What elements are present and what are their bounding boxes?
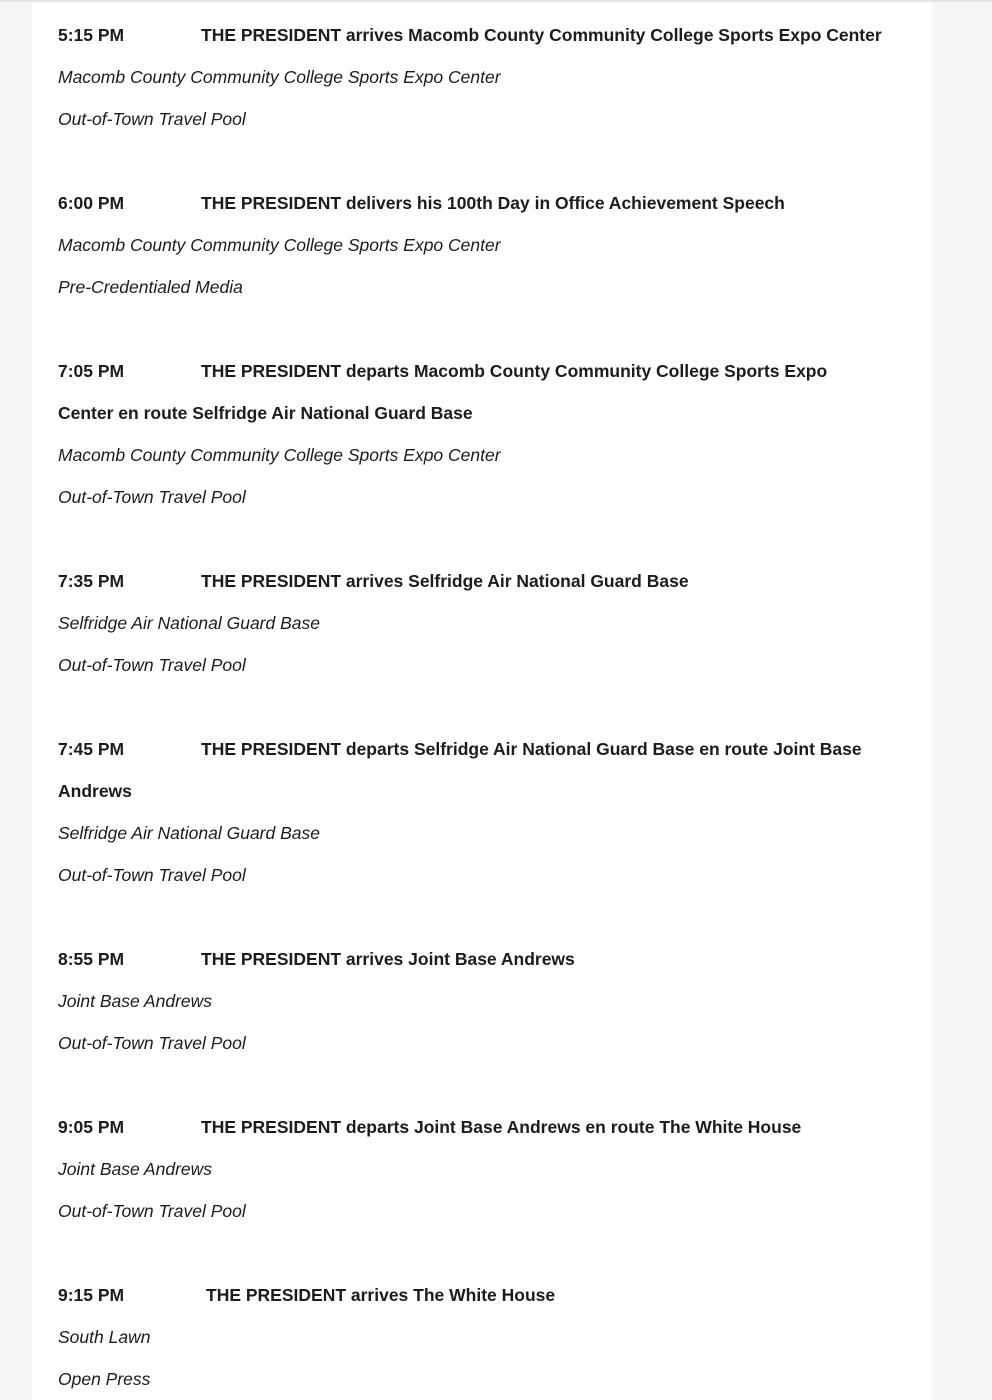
entry-time: 9:15 PM xyxy=(58,1285,125,1305)
entry-coverage: Out-of-Town Travel Pool xyxy=(58,1201,246,1221)
schedule-entry xyxy=(58,1106,918,1232)
entry-time: 7:45 PM xyxy=(58,739,125,759)
entry-location: South Lawn xyxy=(58,1327,151,1347)
entry-time: 5:15 PM xyxy=(58,25,125,45)
entry-event: THE PRESIDENT arrives Macomb County Community College Sports Expo Center xyxy=(201,25,882,45)
entry-location: Joint Base Andrews xyxy=(58,991,213,1011)
entry-event: THE PRESIDENT delivers his 100th Day in Office Achievement Speech xyxy=(201,193,785,213)
entry-location: Joint Base Andrews xyxy=(58,1159,213,1179)
schedule-entry xyxy=(58,560,918,686)
schedule-entry xyxy=(58,1274,918,1400)
entry-event: THE PRESIDENT arrives The White House xyxy=(206,1285,556,1305)
entry-event: THE PRESIDENT departs Joint Base Andrews en route The White House xyxy=(201,1117,802,1137)
entry-event: THE PRESIDENT arrives Selfridge Air National Guard Base xyxy=(201,571,689,591)
schedule-entry xyxy=(58,14,918,140)
entry-event: THE PRESIDENT departs Macomb County Community College Sports Expo xyxy=(201,361,828,381)
schedule-entry xyxy=(58,938,918,1064)
entry-coverage: Out-of-Town Travel Pool xyxy=(58,487,246,507)
entry-heading xyxy=(58,560,918,602)
entry-heading xyxy=(58,1106,918,1148)
schedule-page xyxy=(32,0,932,1400)
entry-event: THE PRESIDENT departs Selfridge Air National Guard Base en route Joint Base xyxy=(201,739,862,759)
entry-location: Selfridge Air National Guard Base xyxy=(58,823,320,843)
entry-time: 7:05 PM xyxy=(58,361,125,381)
entry-heading xyxy=(58,350,918,392)
entry-event: THE PRESIDENT arrives Joint Base Andrews xyxy=(201,949,575,969)
schedule-entry xyxy=(58,182,918,308)
entry-event-continued: Andrews xyxy=(58,781,132,801)
entry-location: Macomb County Community College Sports Expo Center xyxy=(58,67,501,87)
top-edge-shadow xyxy=(0,0,992,3)
entry-heading xyxy=(58,14,918,56)
entry-coverage: Out-of-Town Travel Pool xyxy=(58,1033,246,1053)
entry-coverage: Out-of-Town Travel Pool xyxy=(58,655,246,675)
entry-coverage: Out-of-Town Travel Pool xyxy=(58,109,246,129)
entry-event-continued: Center en route Selfridge Air National Guard Base xyxy=(58,403,473,423)
entry-heading xyxy=(58,1274,918,1316)
entry-location: Macomb County Community College Sports Expo Center xyxy=(58,235,501,255)
entry-time: 9:05 PM xyxy=(58,1117,125,1137)
schedule-entry xyxy=(58,728,918,896)
entry-coverage: Open Press xyxy=(58,1369,151,1389)
entry-location: Selfridge Air National Guard Base xyxy=(58,613,320,633)
entry-heading xyxy=(58,938,918,980)
entry-heading xyxy=(58,728,918,770)
entry-coverage: Out-of-Town Travel Pool xyxy=(58,865,246,885)
entry-heading xyxy=(58,182,918,224)
entry-time: 7:35 PM xyxy=(58,571,125,591)
entry-location: Macomb County Community College Sports Expo Center xyxy=(58,445,501,465)
entry-time: 8:55 PM xyxy=(58,949,125,969)
entry-coverage: Pre-Credentialed Media xyxy=(58,277,243,297)
schedule-entry xyxy=(58,350,918,518)
entry-time: 6:00 PM xyxy=(58,193,125,213)
